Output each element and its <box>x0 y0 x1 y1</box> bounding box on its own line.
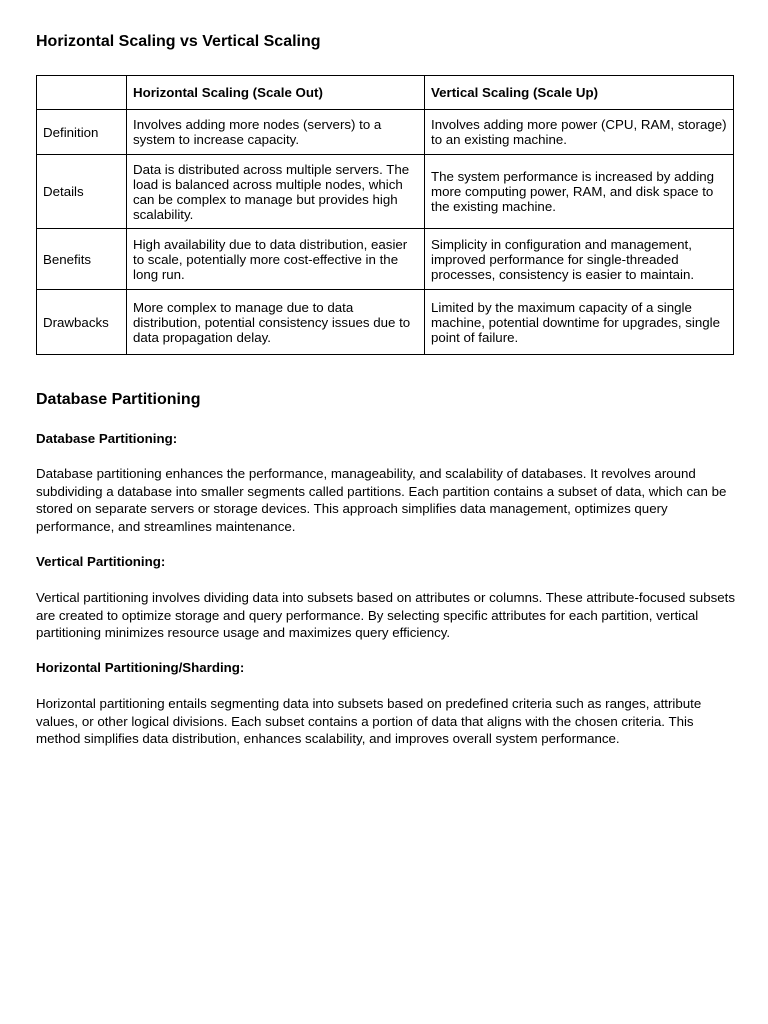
vertical-cell: Involves adding more power (CPU, RAM, storage) to an existing machine. <box>425 110 734 155</box>
comparison-table <box>36 75 734 355</box>
header-cell-vertical: Vertical Scaling (Scale Up) <box>425 76 734 110</box>
row-label: Benefits <box>37 229 127 290</box>
horizontal-cell: High availability due to data distribution, easier to scale, potentially more cost-effective in the long run. <box>127 229 425 290</box>
vertical-cell: The system performance is increased by adding more computing power, RAM, and disk space to the existing machine. <box>425 155 734 229</box>
table-header-row <box>37 76 734 110</box>
header-cell-horizontal: Horizontal Scaling (Scale Out) <box>127 76 425 110</box>
table-row <box>37 110 734 155</box>
paragraph-horizontal-partitioning: Horizontal partitioning entails segmenting data into subsets based on predefined criteria such as ranges, attribute values, or other logical divisions. Each subset contains a portion of data that aligns with the chosen criteria. This method simplifies data distribution, enhances scalability, and improves overall system performance. <box>36 696 702 747</box>
horizontal-cell: Data is distributed across multiple servers. The load is balanced across multiple nodes, which can be complex to manage but provides high scalability. <box>127 155 425 229</box>
row-label: Definition <box>37 110 127 155</box>
page-title: Horizontal Scaling vs Vertical Scaling <box>36 33 321 50</box>
vertical-cell: Limited by the maximum capacity of a single machine, potential downtime for upgrades, single point of failure. <box>425 290 734 355</box>
row-label: Details <box>37 155 127 229</box>
paragraph-database-partitioning: Database partitioning enhances the performance, manageability, and scalability of databases. It revolves around subdividing a database into smaller segments called partitions. Each partition contains a subset of data, which can be stored on separate servers or storage devices. This approach simplifies data management, optimizes query performance, and streamlines maintenance. <box>36 466 727 534</box>
header-cell-empty <box>37 76 127 110</box>
vertical-cell: Simplicity in configuration and management, improved performance for single-threaded processes, consistency is easier to maintain. <box>425 229 734 290</box>
row-label: Drawbacks <box>37 290 127 355</box>
table-row <box>37 290 734 355</box>
section-heading: Database Partitioning <box>36 391 201 408</box>
horizontal-cell: More complex to manage due to data distribution, potential consistency issues due to data propagation delay. <box>127 290 425 355</box>
subheading-horizontal-partitioning: Horizontal Partitioning/Sharding: <box>36 660 245 675</box>
table-row <box>37 229 734 290</box>
horizontal-cell: Involves adding more nodes (servers) to a system to increase capacity. <box>127 110 425 155</box>
paragraph-vertical-partitioning: Vertical partitioning involves dividing data into subsets based on attributes or columns. These attribute-focused subsets are created to optimize storage and query performance. By selecting specific attributes for each partition, vertical partitioning minimizes resource usage and maximizes query efficiency. <box>36 590 735 641</box>
table-row <box>37 155 734 229</box>
subheading-database-partitioning: Database Partitioning: <box>36 431 178 446</box>
subheading-vertical-partitioning: Vertical Partitioning: <box>36 554 166 569</box>
